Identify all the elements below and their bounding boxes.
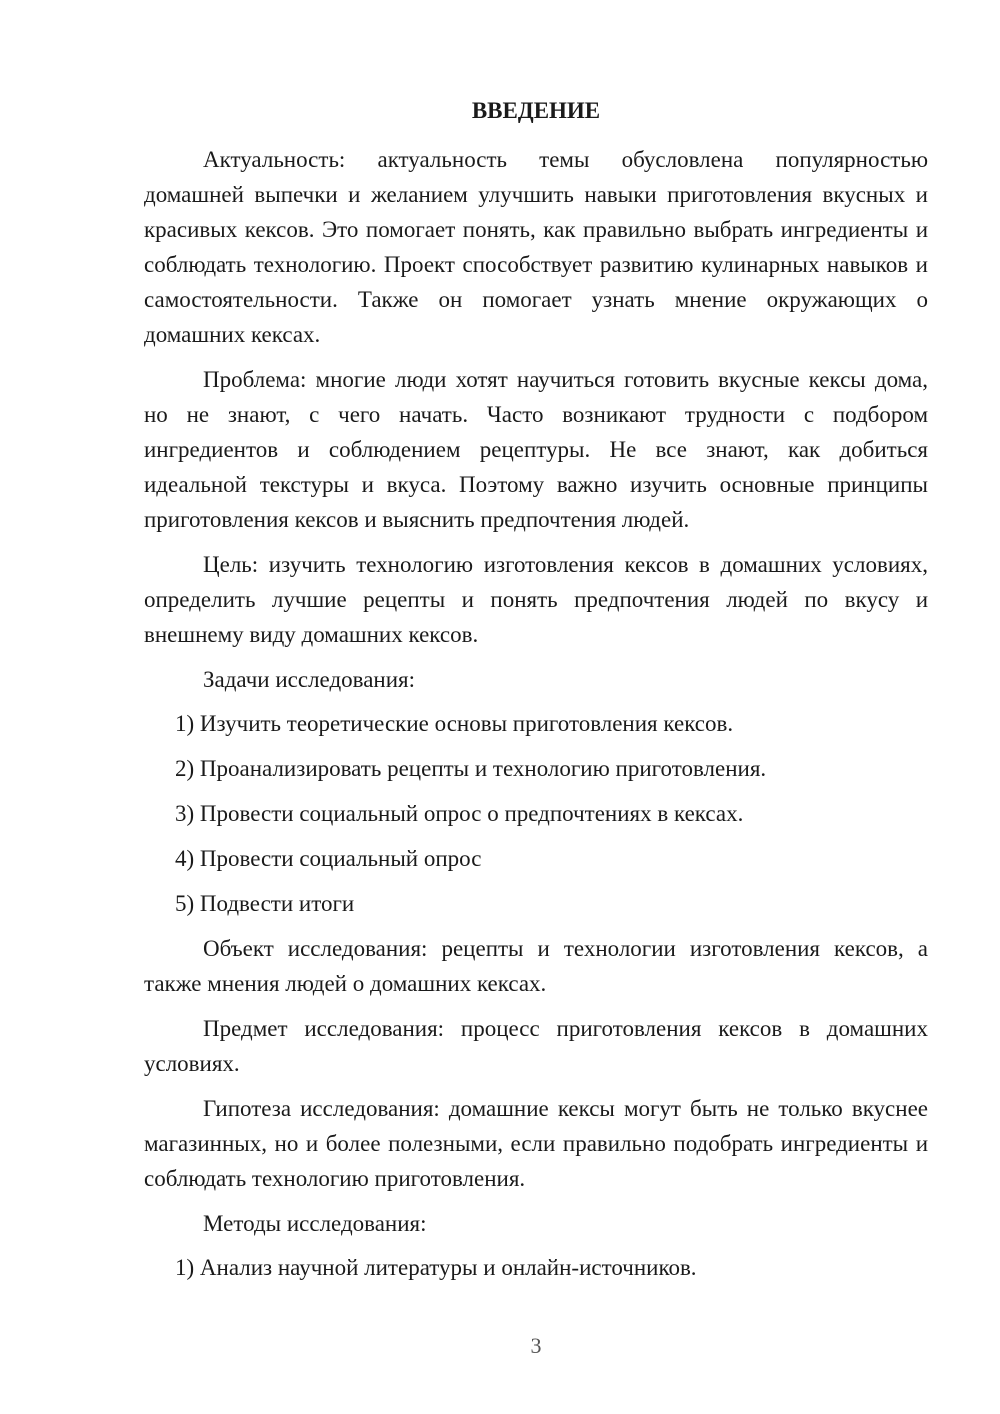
method-item: 1) Анализ научной литературы и онлайн-источников. — [175, 1255, 697, 1280]
task-item: 4) Провести социальный опрос — [175, 846, 482, 871]
section-heading: ВВЕДЕНИЕ — [471, 98, 601, 123]
task-item: 5) Подвести итоги — [175, 891, 355, 916]
goal-paragraph: Цель: изучить технологию изготовления кексов в домашних условиях, определить лучшие рецепты и понять предпочтения людей по вкусу и внешнему виду домашних кексов. — [144, 552, 928, 647]
tasks-list — [144, 706, 928, 921]
subject-paragraph: Предмет исследования: процесс приготовления кексов в домашних условиях. — [144, 1016, 928, 1076]
relevance-paragraph: Актуальность: актуальность темы обусловлена популярностью домашней выпечки и желанием улучшить навыки приготовления вкусных и красивых кексов. Это помогает понять, как правильно выбрать ингредиенты и соблюдать технологию. Проект способствует развитию кулинарных навыков и самостоятельности. Также он помогает узнать мнение окружающих о домашних кексах. — [144, 147, 928, 347]
object-paragraph: Объект исследования: рецепты и технологии изготовления кексов, а также мнения людей о домашних кексах. — [144, 936, 928, 996]
problem-paragraph: Проблема: многие люди хотят научиться готовить вкусные кексы дома, но не знают, с чего начать. Часто возникают трудности с подбором ингредиентов и соблюдением рецептуры. Не все знают, как добиться идеальной текстуры и вкуса. Поэтому важно изучить основные принципы приготовления кексов и выяснить предпочтения людей. — [144, 367, 928, 532]
methods-list — [144, 1250, 928, 1285]
document-body — [144, 93, 928, 1295]
methods-heading: Методы исследования: — [203, 1211, 427, 1236]
hypothesis-paragraph: Гипотеза исследования: домашние кексы могут быть не только вкуснее магазинных, но и более полезными, если правильно подобрать ингредиенты и соблюдать технологию приготовления. — [144, 1096, 928, 1191]
page-number: 3 — [530, 1333, 542, 1358]
task-item: 1) Изучить теоретические основы приготовления кексов. — [175, 711, 734, 736]
task-item: 2) Проанализировать рецепты и технологию приготовления. — [175, 756, 767, 781]
tasks-heading: Задачи исследования: — [203, 667, 416, 692]
task-item: 3) Провести социальный опрос о предпочтениях в кексах. — [175, 801, 744, 826]
